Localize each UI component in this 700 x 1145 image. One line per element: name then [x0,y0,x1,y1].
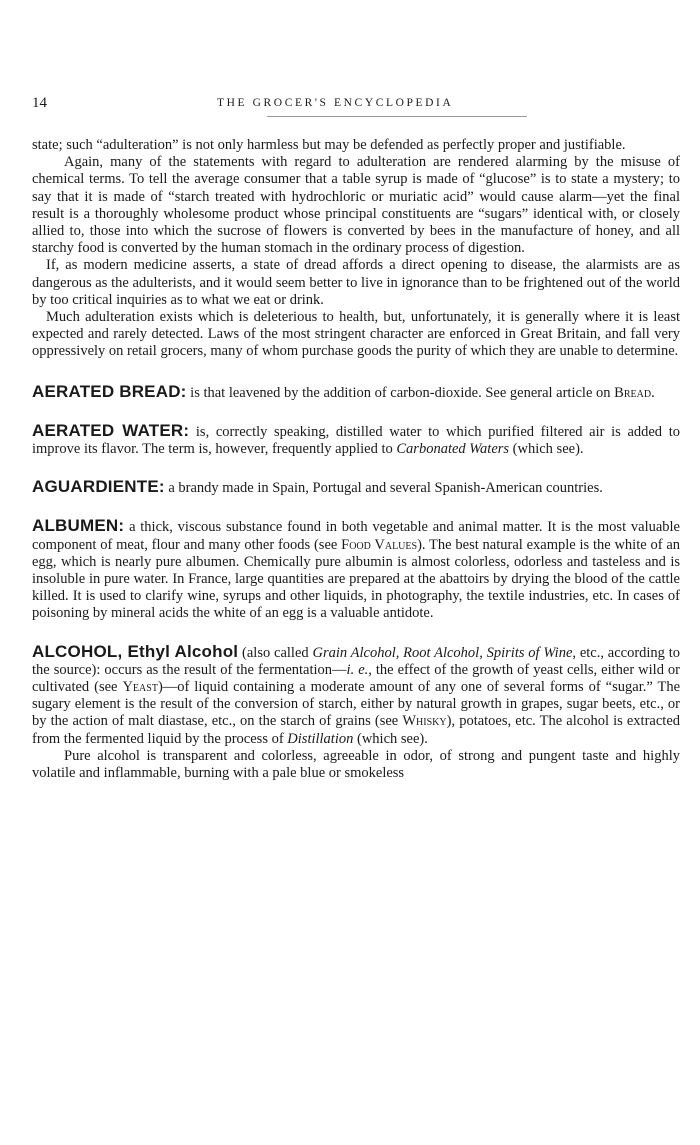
entry-text [32,643,680,748]
entry-aerated-bread [32,383,680,402]
entry-albumen [32,517,680,622]
entry-text [32,478,680,497]
entry-body: )—of liquid containing a moderate amount of any one of several forms of “sugar.” The sugary element is the result of the conversion of starch, either by natural growth in grapes, sugar beets, etc., or by the action of malt diastase, etc., on the starch of grains (see [32,679,681,730]
intro-paragraph-1: state; such “adulteration” is not only harmless but may be defended as perfectly proper and justifiable. [32,137,626,153]
entry-body-cont: ). The best natural example is the white of an egg, which is nearly pure albumen. Chemically pure albumin is almost colorless, odorless and tasteless and is insoluble in pure water. In France, large quantities are prepared at the abattoirs by drying the blood of the cattle killed. It is used to clarify wine, syrups and other liquids, in photography, the textile industries, etc. In cases of poisoning by mineral acids the white of an egg is a valuable antidote. [32,536,681,622]
cross-reference: Yeast [122,679,158,696]
entry-body: a thick, viscous substance found in both vegetable and animal matter. It is the most valuable component of meat, flour and many other foods (see [32,519,680,553]
entry-term: AGUARDIENTE: [32,477,165,497]
cross-reference: Carbonated Waters [396,441,510,458]
entry-end: . [651,384,655,401]
entry-alcohol [32,643,680,783]
entry-body: the effect of the growth of yeast cells, either wild or cultivated (see [32,661,681,696]
running-title: THE GROCER'S ENCYCLOPEDIA [217,97,454,109]
intro-paragraph-3: If, as modern medicine asserts, a state of dread affords a direct opening to disease, the alarmists are as dangerous as the adulterists, and it would seem better to live in ignorance than to be frightened out of the world by too critical inquiries as to what we eat or drink. [32,257,680,308]
cross-reference: Whisky [402,713,447,730]
header-rule [267,116,527,117]
entry-term: ALBUMEN: [32,516,125,536]
entry-body: a brandy made in Spain, Portugal and several Spanish-American countries. [168,480,603,497]
entry-body: is, correctly speaking, distilled water to which purified filtered air is added to improve its flavor. The term is, however, frequently applied to [32,423,680,458]
entry-body: is that leavened by the addition of carbon-dioxide. See general article on [190,384,611,401]
entry-body: (which see). [357,730,428,747]
page-header [32,95,680,115]
entry-end: (which see). [512,441,584,458]
entry-aerated-water [32,422,680,458]
entry-text [32,422,680,458]
entry-aguardiente [32,478,680,497]
entry-text [32,383,680,402]
entry-paragraph-2: Pure alcohol is transparent and colorless, agreeable in odor, of strong and pungent taste and highly volatile and inflammable, burning with a pale blue or smokeless [32,747,680,782]
intro-paragraph-4: Much adulteration exists which is deleterious to health, but, unfortunately, it is generally where it is least expected and rarely detected. Laws of the most stringent character are enforced in Great Britain, and fall very oppressively on retail grocers, many of whom purchase goods the purity of which they are unable to determine. [32,309,680,360]
alternate-names: Grain Alcohol, Root Alcohol, Spirits of Wine, [312,644,576,661]
abbreviation: i. e., [346,661,372,678]
entry-term: AERATED BREAD: [32,381,187,401]
entry-body: ), potatoes, etc. The alcohol is extracted from the fermented liquid by the process of [32,713,681,747]
entry-term: ALCOHOL, Ethyl Alcohol [32,641,239,661]
intro-paragraph-2: Again, many of the statements with regard to adulteration are rendered alarming by the misuse of chemical terms. To tell the average consumer that a table syrup is made of “glucose” is to state a mystery; to say that it is made of “starch treated with hydrochloric or muriatic acid” would cause alarm—yet the final result is a thoroughly wholesome product whose principal constituents are “sugars” identical with, or closely allied to, those into which the sucrose of flowers is converted by bees in the manufacture of honey, and all starchy food is converted by the human stomach in the ordinary process of digestion. [32,154,680,257]
entry-body: etc., according to the source): occurs as the result of the fermentation— [32,644,681,678]
page-number: 14 [32,95,47,111]
entry-body: (also called [242,644,309,661]
cross-reference: Bread [614,384,652,401]
book-page [32,95,680,782]
entry-text [32,517,680,622]
entry-term: AERATED WATER: [32,420,190,440]
cross-reference: Distillation [287,730,354,747]
cross-reference: Food Values [341,536,418,553]
